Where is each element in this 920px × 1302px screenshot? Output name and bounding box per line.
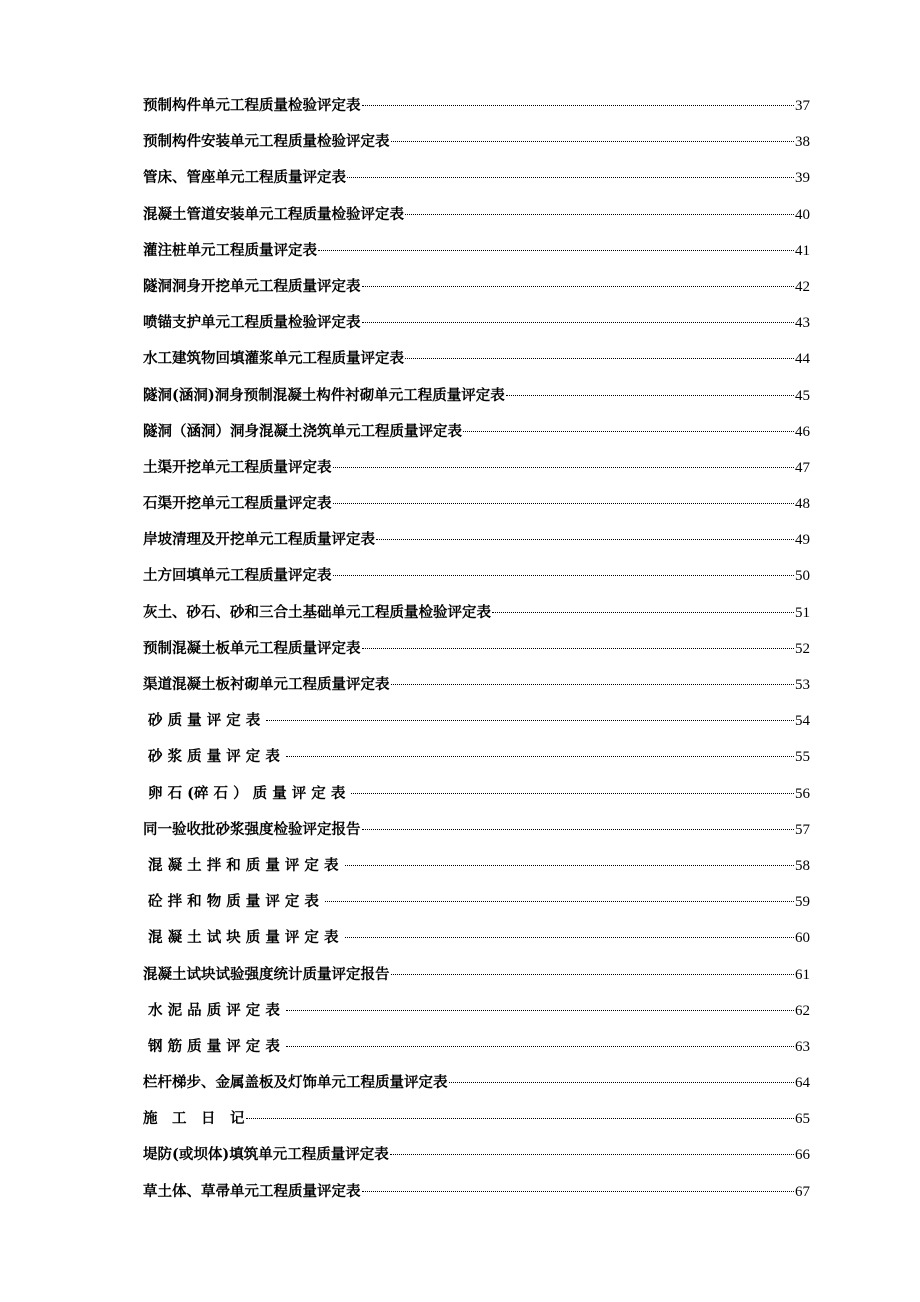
toc-entry-title: 堤防(或坝体)填筑单元工程质量评定表 [143, 1146, 389, 1164]
dot-leader [286, 1046, 794, 1047]
toc-entry-title: 水 泥 品 质 评 定 表 [143, 1001, 285, 1019]
dot-leader [362, 829, 795, 830]
dot-leader [463, 431, 794, 432]
dot-leader [345, 865, 794, 866]
toc-entry-page-number: 62 [795, 1002, 810, 1019]
toc-entry-page-number: 39 [795, 170, 810, 187]
toc-entry-page-number: 43 [795, 315, 810, 332]
toc-entry[interactable] [143, 631, 810, 667]
toc-entry[interactable] [143, 522, 810, 558]
toc-entry-title: 灌注桩单元工程质量评定表 [143, 241, 317, 259]
toc-entry-page-number: 45 [795, 387, 810, 404]
toc-entry-page-number: 46 [795, 423, 810, 440]
toc-entry-title: 混 凝 土 拌 和 质 量 评 定 表 [143, 856, 344, 874]
toc-entry[interactable] [143, 957, 810, 993]
toc-entry-page-number: 55 [795, 749, 810, 766]
toc-entry-title: 土渠开挖单元工程质量评定表 [143, 458, 332, 476]
toc-entry-page-number: 65 [795, 1111, 810, 1128]
toc-entry-page-number: 47 [795, 459, 810, 476]
toc-entry-page-number: 64 [795, 1075, 810, 1092]
toc-entry-page-number: 59 [795, 894, 810, 911]
toc-entry-title: 预制构件安装单元工程质量检验评定表 [143, 133, 390, 151]
dot-leader [390, 1154, 794, 1155]
toc-entry[interactable] [143, 848, 810, 884]
dot-leader [286, 1010, 794, 1011]
toc-entry-page-number: 37 [795, 98, 810, 114]
dot-leader [325, 901, 794, 902]
dot-leader [286, 756, 794, 757]
toc-entry-page-number: 60 [795, 930, 810, 947]
toc-entry[interactable] [143, 993, 810, 1029]
dot-leader [506, 395, 794, 396]
dot-leader [405, 214, 794, 215]
toc-entry[interactable] [143, 233, 810, 269]
toc-entry-page-number: 48 [795, 496, 810, 513]
dot-leader [333, 467, 795, 468]
toc-entry-page-number: 63 [795, 1038, 810, 1055]
toc-entry-title: 砂 浆 质 量 评 定 表 [143, 748, 285, 766]
dot-leader [347, 177, 794, 178]
dot-leader [362, 322, 795, 323]
toc-entry-title: 卵 石 (碎 石 ） 质 量 评 定 表 [143, 784, 351, 802]
toc-entry-page-number: 44 [795, 351, 810, 368]
toc-entry-title: 栏杆梯步、金属盖板及灯饰单元工程质量评定表 [143, 1074, 448, 1092]
toc-entry[interactable] [143, 558, 810, 594]
toc-entry[interactable] [143, 269, 810, 305]
toc-entry-title: 渠道混凝土板衬砌单元工程质量评定表 [143, 676, 390, 693]
toc-entry-title: 钢 筋 质 量 评 定 表 [143, 1037, 285, 1055]
toc-entry[interactable] [143, 1029, 810, 1065]
toc-entry-page-number: 66 [795, 1147, 810, 1164]
toc-entry-page-number: 52 [795, 640, 810, 657]
toc-entry-page-number: 53 [795, 677, 810, 693]
dot-leader [362, 648, 795, 649]
toc-entry[interactable] [143, 1137, 810, 1173]
toc-entry-title: 砼 拌 和 物 质 量 评 定 表 [143, 893, 324, 911]
table-of-contents [143, 88, 810, 1210]
toc-entry-page-number: 41 [795, 242, 810, 259]
dot-leader [333, 503, 795, 504]
toc-entry[interactable] [143, 124, 810, 160]
dot-leader [362, 1191, 795, 1192]
toc-entry[interactable] [143, 450, 810, 486]
toc-entry-title: 混凝土管道安装单元工程质量检验评定表 [143, 205, 404, 223]
toc-entry-title: 草土体、草帚单元工程质量评定表 [143, 1182, 361, 1200]
dot-leader [266, 720, 794, 721]
toc-entry-page-number: 57 [795, 821, 810, 838]
dot-leader [362, 286, 795, 287]
toc-entry-title: 砂 质 量 评 定 表 [143, 712, 266, 730]
toc-entry[interactable] [143, 160, 810, 196]
dot-leader [391, 974, 795, 975]
dot-leader [376, 539, 794, 540]
toc-entry[interactable] [143, 884, 810, 920]
dot-leader [333, 575, 795, 576]
toc-entry[interactable] [143, 1101, 810, 1137]
toc-entry-title: 施 工 日 记 [143, 1110, 245, 1128]
toc-entry-title: 管床、管座单元工程质量评定表 [143, 169, 346, 187]
toc-entry-page-number: 56 [795, 785, 810, 802]
toc-entry[interactable] [143, 414, 810, 450]
toc-entry-title: 岸坡清理及开挖单元工程质量评定表 [143, 531, 375, 549]
toc-entry-title: 喷锚支护单元工程质量检验评定表 [143, 314, 361, 332]
toc-entry[interactable] [143, 595, 810, 631]
toc-entry-page-number: 42 [795, 278, 810, 295]
toc-entry[interactable] [143, 776, 810, 812]
dot-leader [345, 937, 794, 938]
toc-entry[interactable] [143, 667, 810, 703]
toc-entry-title: 土方回填单元工程质量评定表 [143, 567, 332, 585]
toc-entry[interactable] [143, 88, 810, 124]
toc-entry-page-number: 50 [795, 568, 810, 585]
toc-entry[interactable] [143, 486, 810, 522]
toc-entry-title: 石渠开挖单元工程质量评定表 [143, 495, 332, 513]
toc-entry-page-number: 61 [795, 966, 810, 983]
dot-leader [492, 612, 794, 613]
dot-leader [318, 250, 794, 251]
toc-entry[interactable] [143, 1174, 810, 1210]
dot-leader [405, 358, 794, 359]
toc-entry-title: 预制构件单元工程质量检验评定表 [143, 97, 361, 114]
toc-entry-title: 混 凝 土 试 块 质 量 评 定 表 [143, 929, 344, 947]
toc-entry-title: 水工建筑物回填灌浆单元工程质量评定表 [143, 350, 404, 368]
toc-entry-title: 隧洞洞身开挖单元工程质量评定表 [143, 277, 361, 295]
toc-entry-page-number: 40 [795, 206, 810, 223]
toc-entry-title: 灰土、砂石、砂和三合土基础单元工程质量检验评定表 [143, 603, 491, 621]
toc-entry-title: 预制混凝土板单元工程质量评定表 [143, 639, 361, 657]
toc-entry-page-number: 67 [795, 1183, 810, 1200]
toc-entry-title: 隧洞（涵洞）洞身混凝土浇筑单元工程质量评定表 [143, 422, 462, 440]
toc-entry[interactable] [143, 197, 810, 233]
toc-entry[interactable] [143, 739, 810, 775]
toc-entry[interactable] [143, 703, 810, 739]
dot-leader [246, 1118, 795, 1119]
toc-entry[interactable] [143, 341, 810, 377]
toc-entry[interactable] [143, 305, 810, 341]
toc-entry[interactable] [143, 812, 810, 848]
toc-entry-page-number: 54 [795, 713, 810, 730]
toc-entry-title: 混凝土试块试验强度统计质量评定报告 [143, 965, 390, 983]
toc-entry-page-number: 38 [795, 134, 810, 151]
toc-entry-title: 同一验收批砂浆强度检验评定报告 [143, 820, 361, 838]
toc-entry-page-number: 58 [795, 857, 810, 874]
dot-leader [362, 105, 795, 106]
toc-entry-page-number: 51 [795, 604, 810, 621]
toc-entry[interactable] [143, 920, 810, 956]
dot-leader [391, 141, 795, 142]
dot-leader [449, 1082, 795, 1083]
toc-entry[interactable] [143, 1065, 810, 1101]
toc-entry[interactable] [143, 378, 810, 414]
dot-leader [391, 684, 795, 685]
toc-entry-page-number: 49 [795, 532, 810, 549]
dot-leader [351, 793, 794, 794]
toc-entry-title: 隧洞(涵洞)洞身预制混凝土构件衬砌单元工程质量评定表 [143, 386, 505, 404]
